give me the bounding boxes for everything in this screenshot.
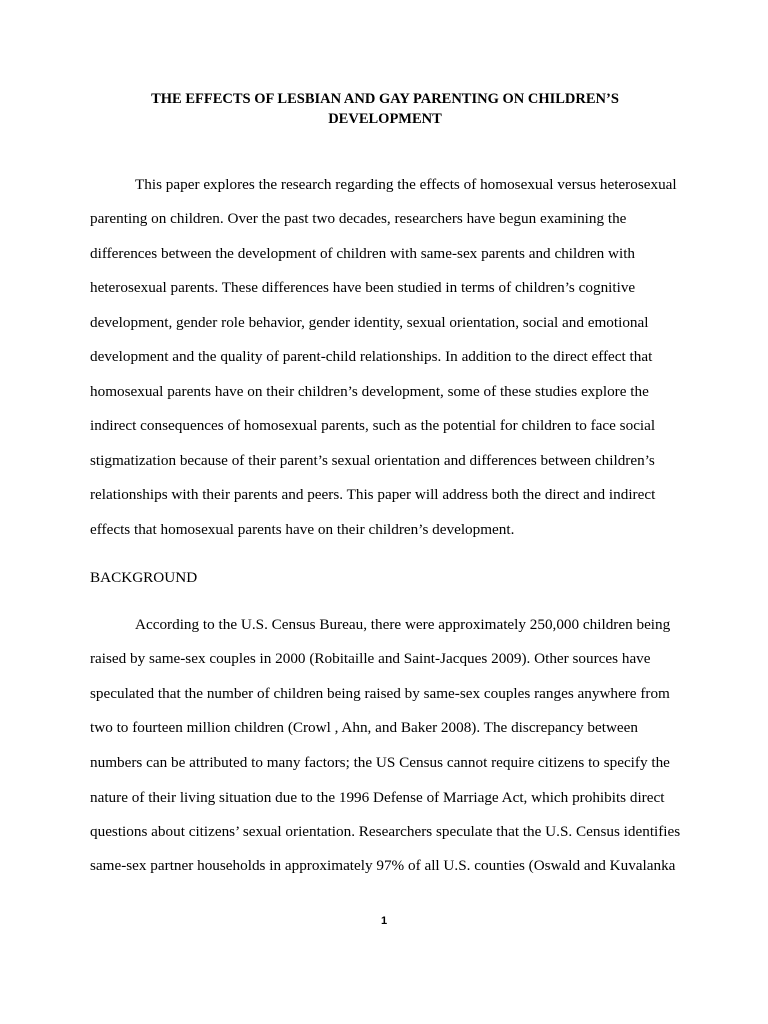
- paragraph-line: relationships with their parents and peers. This paper will address both the direct and indirect: [90, 486, 656, 503]
- paragraph-line: effects that homosexual parents have on their children’s development.: [90, 521, 515, 538]
- paragraph-line: development, gender role behavior, gender identity, sexual orientation, social and emotional: [90, 314, 649, 331]
- page-number: 1: [380, 915, 388, 927]
- paragraph-line: This paper explores the research regarding the effects of homosexual versus heterosexual: [135, 176, 677, 193]
- paragraph-line: indirect consequences of homosexual parents, such as the potential for children to face social: [90, 417, 656, 434]
- paragraph-line: same-sex partner households in approximately 97% of all U.S. counties (Oswald and Kuvalanka: [90, 857, 676, 874]
- paragraph-line: questions about citizens’ sexual orientation. Researchers speculate that the U.S. Census identifies: [90, 823, 681, 840]
- paragraph-line: nature of their living situation due to the 1996 Defense of Marriage Act, which prohibits direct: [90, 789, 665, 806]
- title-line-2: DEVELOPMENT: [328, 111, 442, 127]
- paragraph-line: homosexual parents have on their children’s development, some of these studies explore the: [90, 383, 649, 400]
- paragraph-line: raised by same-sex couples in 2000 (Robitaille and Saint-Jacques 2009). Other sources have: [90, 650, 651, 667]
- paragraph-line: development and the quality of parent-child relationships. In addition to the direct effect that: [90, 348, 653, 365]
- paragraph-line: According to the U.S. Census Bureau, there were approximately 250,000 children being: [135, 616, 671, 633]
- paragraph-line: stigmatization because of their parent’s sexual orientation and differences between children’s: [90, 452, 655, 469]
- paragraph-line: two to fourteen million children (Crowl , Ahn, and Baker 2008). The discrepancy between: [90, 719, 639, 736]
- paragraph-line: heterosexual parents. These differences have been studied in terms of children’s cognitive: [90, 279, 636, 296]
- paragraph-line: numbers can be attributed to many factors; the US Census cannot require citizens to specify the: [90, 754, 670, 771]
- paragraph-line: parenting on children. Over the past two decades, researchers have begun examining the: [90, 210, 627, 227]
- paragraph-line: speculated that the number of children being raised by same-sex couples ranges anywhere from: [90, 685, 670, 702]
- paragraph-line: differences between the development of children with same-sex parents and children with: [90, 245, 636, 262]
- section-heading: BACKGROUND: [90, 569, 198, 586]
- title-line-1: THE EFFECTS OF LESBIAN AND GAY PARENTING ON CHILDREN’S: [151, 91, 619, 107]
- document-title: [90, 89, 680, 129]
